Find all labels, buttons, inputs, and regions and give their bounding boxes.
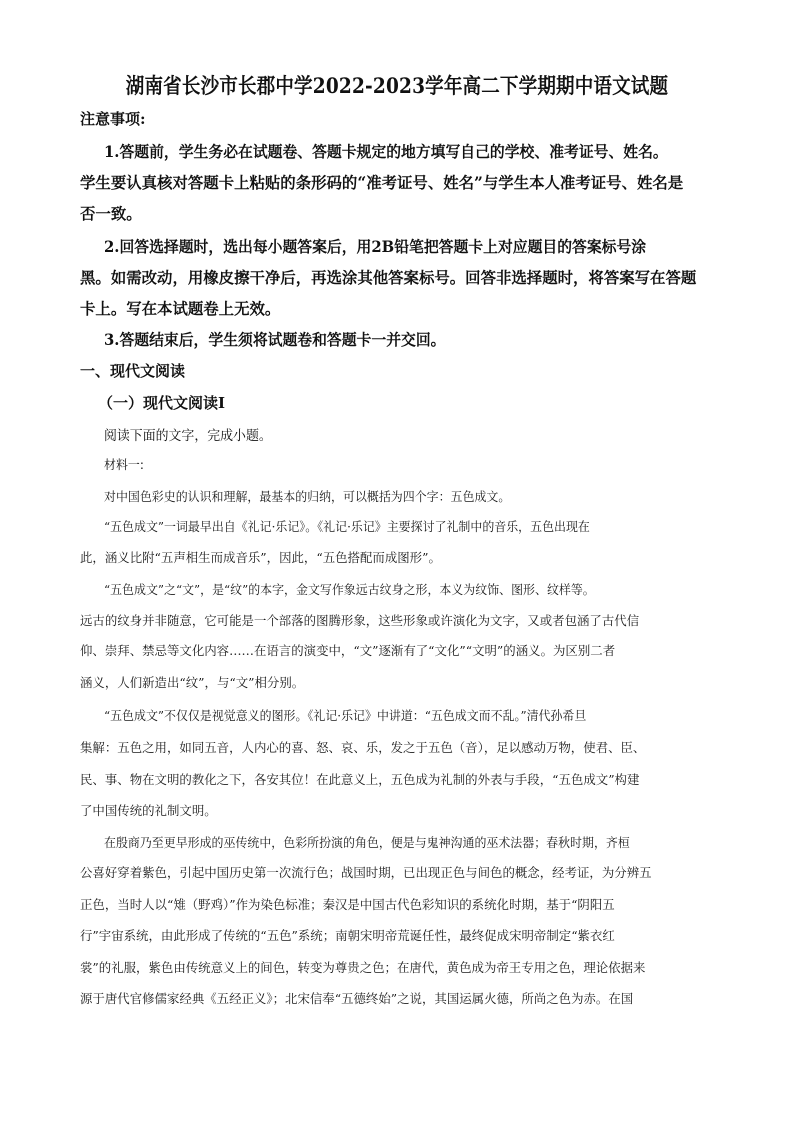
exam-title: 湖南省长沙市长郡中学2022-2023学年高二下学期期中语文试题	[125, 73, 669, 98]
passage-line: 正色，当时人以“雉（野鸡）”作为染色标准；秦汉是中国古代色彩知识的系统化时期，基于“阴阳五	[80, 897, 615, 912]
passage-line: 裳”的礼服，紫色由传统意义上的间色，转变为尊贵之色；在唐代，黄色成为帝王专用之色，理论依据来	[80, 960, 646, 975]
passage-line: 涵义，人们新造出“纹”，与“文”相分别。	[80, 675, 305, 690]
notice-line: 卡上。写在本试题卷上无效。	[80, 299, 281, 318]
notice-line: 3.答题结束后，学生须将试题卷和答题卡一并交回。	[104, 330, 446, 349]
passage-line: 民、事、物在文明的教化之下，各安其位！在此意义上，五色成为礼制的外表与手段，“五色成文”构建	[80, 772, 640, 787]
passage-line: “五色成文”一词最早出自《礼记·乐记》。《礼记·乐记》主要探讨了礼制中的音乐，五色出现在	[104, 519, 590, 534]
passage-line: 仰、崇拜、禁忌等文化内容……在语言的演变中，“文”逐渐有了“文化”“文明”的涵义。为区别二者	[80, 643, 616, 658]
material-label: 材料一:	[104, 457, 144, 472]
passage-line: 远古的纹身并非随意，它可能是一个部落的图腾形象，这些形象或许演化为文字，又或者包涵了古代信	[80, 613, 640, 628]
passage-line: “五色成文”之“文”，是“纹”的本字，金文写作象远古纹身之形，本义为纹饰、图形、纹样等。	[104, 582, 595, 597]
subsection-heading: （一）现代文阅读Ⅰ	[98, 394, 226, 412]
passage-line: 公喜好穿着紫色，引起中国历史第一次流行色；战国时期，已出现正色与间色的概念，经考证，为分辨五	[80, 865, 652, 880]
passage-line: 行”宇宙系统，由此形成了传统的“五色”系统；南朝宋明帝荒诞任性，最终促成宋明帝制定“紫衣红	[80, 928, 615, 943]
passage-line: 源于唐代官修儒家经典《五经正义》；北宋信奉“五德终始”之说，其国运属火德，所尚之色为赤。在国	[80, 991, 634, 1006]
notice-line: 1.答题前，学生务必在试题卷、答题卡规定的地方填写自己的学校、准考证号、姓名。	[104, 142, 668, 161]
notice-heading: 注意事项:	[80, 110, 146, 128]
passage-line: 了中国传统的礼制文明。	[80, 803, 217, 818]
notice-line: 否一致。	[80, 204, 142, 223]
instruction-text: 阅读下面的文字，完成小题。	[104, 428, 272, 444]
passage-line: 此，涵义比附“五声相生而成音乐”，因此，“五色搭配而成图形”。	[80, 550, 441, 565]
notice-line: 黑。如需改动，用橡皮擦干净后，再选涂其他答案标号。回答非选择题时，将答案写在答题	[80, 268, 697, 287]
notice-line: 2.回答选择题时，选出每小题答案后，用2B铅笔把答题卡上对应题目的答案标号涂	[104, 237, 647, 256]
passage-line: 在殷商乃至更早形成的巫传统中，色彩所扮演的角色，便是与鬼神沟通的巫术法器；春秋时期，齐桓	[104, 835, 630, 850]
section-heading: 一、现代文阅读	[80, 362, 186, 380]
passage-line: 对中国色彩史的认识和理解，最基本的归纳，可以概括为四个字：五色成文。	[104, 489, 511, 504]
passage-line: “五色成文”不仅仅是视觉意义的图形。《礼记·乐记》中讲道：“五色成文而不乱。”清代孙希旦	[104, 708, 587, 723]
passage-line: 集解：五色之用，如同五音，人内心的喜、怒、哀、乐，发之于五色（音），足以感动万物，使君、臣、	[80, 740, 646, 755]
notice-line: 学生要认真核对答题卡上粘贴的条形码的“准考证号、姓名”与学生本人准考证号、姓名是	[80, 173, 684, 192]
